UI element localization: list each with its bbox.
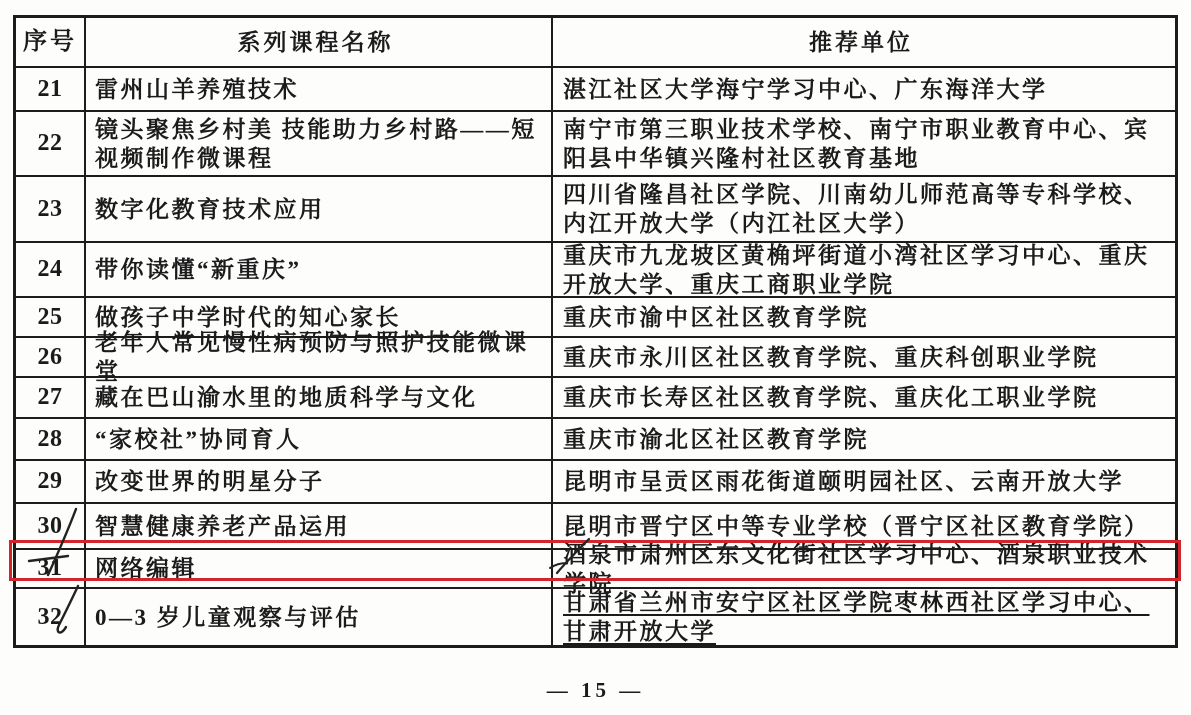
row-no: 29 [16, 461, 86, 502]
row-name: 0—3 岁儿童观察与评估 [86, 589, 553, 645]
table-row-highlighted [16, 541, 1175, 596]
row-unit: 甘肃省兰州市安宁区社区学院枣林西社区学习中心、甘肃开放大学 [563, 590, 1150, 644]
header-unit: 推荐单位 [809, 29, 913, 55]
row-no: 25 [16, 298, 86, 336]
table-row [16, 459, 1175, 502]
row-name: 改变世界的明星分子 [86, 461, 553, 502]
row-name: “家校社”协同育人 [86, 419, 553, 459]
row-unit: 重庆市渝北区社区教育学院 [563, 426, 869, 452]
row-name: 老年人常见慢性病预防与照护技能微课堂 [86, 338, 553, 376]
row-no: 24 [16, 243, 86, 296]
table-row [16, 175, 1175, 241]
row-no: 32 [16, 589, 86, 645]
row-no: 31 [16, 550, 86, 587]
row-unit: 重庆市渝中区社区教育学院 [563, 304, 869, 330]
table-row [16, 330, 1175, 384]
row-no: 30 [16, 504, 86, 548]
row-name: 智慧健康养老产品运用 [86, 504, 553, 548]
row-unit: 重庆市长寿区社区教育学院、重庆化工职业学院 [563, 385, 1099, 410]
row-name: 藏在巴山渝水里的地质科学与文化 [86, 378, 553, 417]
row-name: 网络编辑 [86, 550, 553, 587]
row-unit: 四川省隆昌社区学院、川南幼儿师范高等专科学校、内江开放大学（内江社区大学） [563, 182, 1150, 236]
table-header-row [16, 18, 1175, 66]
row-unit: 昆明市晋宁区中等专业学校（晋宁区社区教育学院） [563, 513, 1150, 539]
table-row [16, 66, 1175, 110]
row-unit: 昆明市呈贡区雨花街道颐明园社区、云南开放大学 [563, 469, 1124, 494]
row-unit: 酒泉市肃州区东文化街社区学习中心、酒泉职业技术学院 [563, 541, 1150, 596]
row-unit: 南宁市第三职业技术学校、南宁市职业教育中心、宾阳县中华镇兴隆村社区教育基地 [563, 116, 1150, 171]
row-name: 带你读懂“新重庆” [86, 243, 553, 296]
table-row [16, 587, 1175, 645]
row-name: 做孩子中学时代的知心家长 [86, 298, 553, 336]
table-row [16, 417, 1175, 459]
table-row [16, 110, 1175, 175]
row-name: 镜头聚焦乡村美 技能助力乡村路——短视频制作微课程 [86, 112, 553, 175]
row-name: 数字化教育技术应用 [86, 177, 553, 241]
row-no: 23 [16, 177, 86, 241]
header-no: 序号 [16, 18, 86, 66]
row-unit: 重庆市永川区社区教育学院、重庆科创职业学院 [563, 344, 1099, 370]
row-no: 28 [16, 419, 86, 459]
row-no: 21 [16, 68, 86, 110]
course-recommendation-table [13, 15, 1178, 648]
header-name: 系列课程名称 [86, 18, 553, 66]
row-no: 26 [16, 338, 86, 376]
row-unit: 湛江社区大学海宁学习中心、广东海洋大学 [563, 76, 1048, 102]
row-unit: 重庆市九龙坡区黄桷坪街道小湾社区学习中心、重庆开放大学、重庆工商职业学院 [563, 242, 1150, 297]
row-no: 22 [16, 112, 86, 175]
row-name: 雷州山羊养殖技术 [86, 68, 553, 110]
page-number: — 15 — [546, 678, 645, 702]
table-row [16, 376, 1175, 417]
table-row [16, 241, 1175, 296]
row-no: 27 [16, 378, 86, 417]
